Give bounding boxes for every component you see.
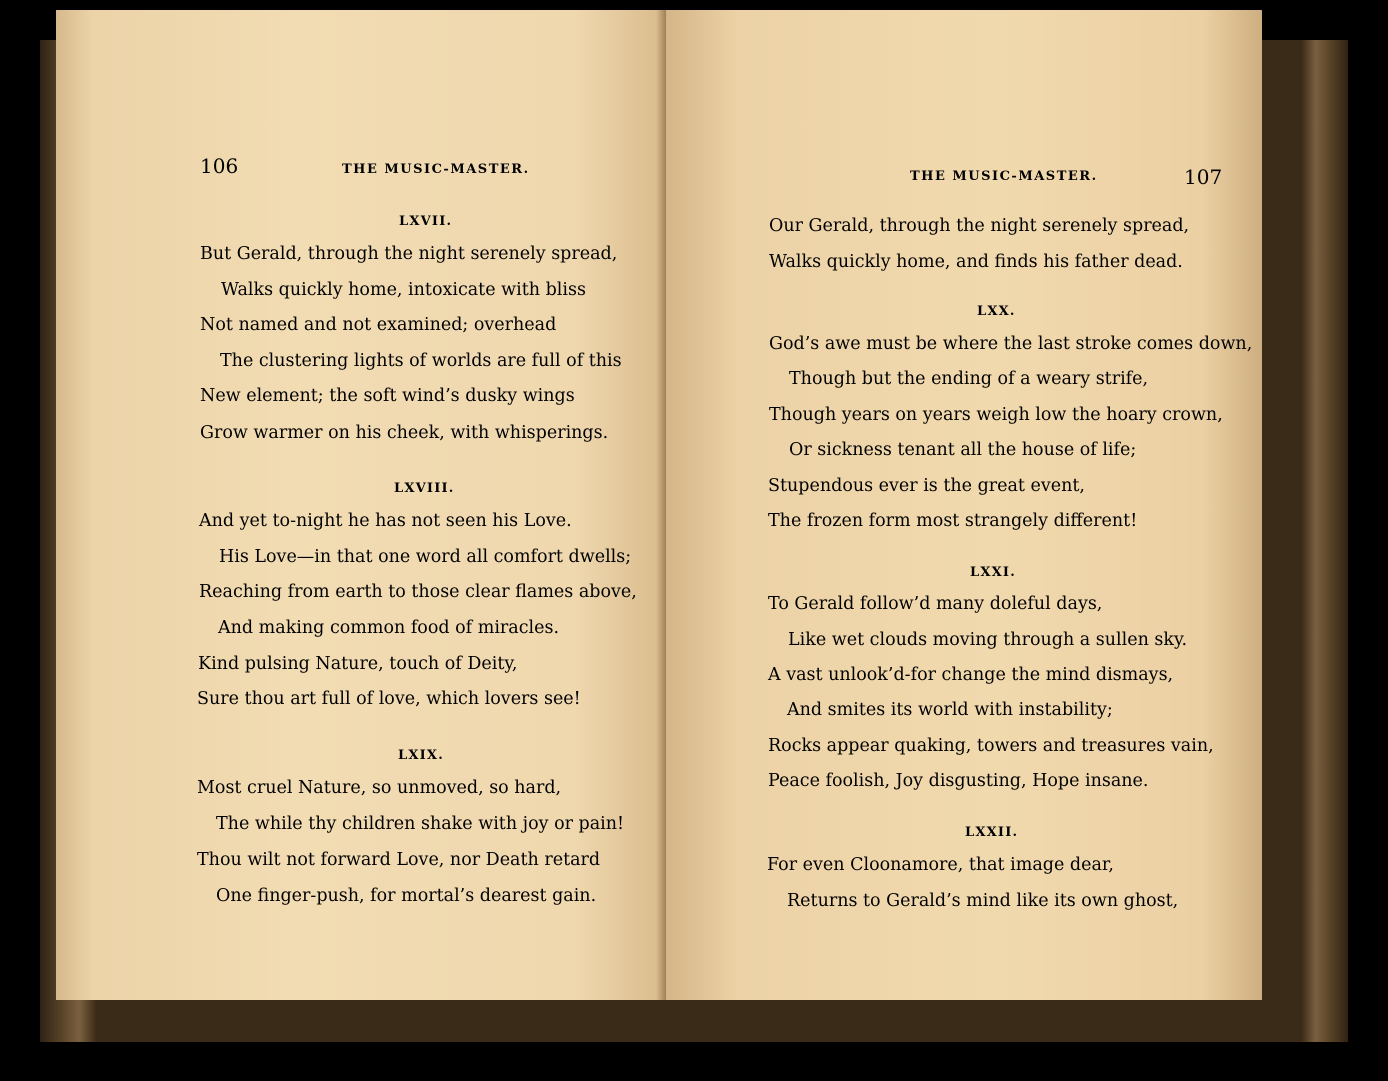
right-running-head: THE MUSIC-MASTER. — [910, 169, 1098, 184]
poem-line: Reaching from earth to those clear flames above, — [199, 582, 637, 602]
poem-line: But Gerald, through the night serenely spread, — [200, 244, 618, 264]
poem-line: His Love—in that one word all comfort dwells; — [219, 547, 632, 567]
stanza-numeral: LXVII. — [399, 214, 453, 229]
right-page — [666, 10, 1262, 1000]
poem-line: The while thy children shake with joy or pain! — [216, 814, 625, 834]
stanza-numeral: LXX. — [977, 304, 1016, 319]
poem-line: The clustering lights of worlds are full of this — [220, 351, 622, 371]
left-page-number: 106 — [200, 154, 239, 178]
poem-line: And yet to-night he has not seen his Love. — [199, 511, 572, 531]
poem-line: Stupendous ever is the great event, — [768, 476, 1085, 496]
poem-line: God’s awe must be where the last stroke comes down, — [769, 334, 1253, 354]
poem-line: Or sickness tenant all the house of life; — [789, 440, 1137, 460]
poem-line: New element; the soft wind’s dusky wings — [200, 386, 575, 406]
poem-line: Sure thou art full of love, which lovers see! — [197, 689, 581, 709]
poem-line: And smites its world with instability; — [787, 700, 1113, 720]
poem-line: Not named and not examined; overhead — [200, 315, 557, 335]
poem-line: Though years on years weigh low the hoary crown, — [769, 405, 1223, 425]
stanza-numeral: LXVIII. — [394, 481, 455, 496]
right-page-number: 107 — [1184, 165, 1223, 189]
poem-line: Rocks appear quaking, towers and treasures vain, — [768, 736, 1214, 756]
stanza-numeral: LXXI. — [970, 565, 1016, 580]
poem-line: Our Gerald, through the night serenely spread, — [769, 216, 1190, 236]
poem-line: For even Cloonamore, that image dear, — [767, 855, 1114, 875]
poem-line: Thou wilt not forward Love, nor Death retard — [197, 850, 601, 870]
poem-line: Like wet clouds moving through a sullen sky. — [788, 630, 1188, 650]
stanza-numeral: LXXII. — [965, 825, 1019, 840]
poem-line: A vast unlook’d-for change the mind dismays, — [768, 665, 1174, 685]
poem-line: Walks quickly home, intoxicate with bliss — [221, 280, 586, 300]
poem-line: And making common food of miracles. — [218, 618, 560, 638]
poem-line: Most cruel Nature, so unmoved, so hard, — [197, 778, 562, 798]
poem-line: Walks quickly home, and finds his father dead. — [769, 252, 1183, 272]
book-cover-edge-right — [1302, 40, 1348, 1042]
poem-line: Though but the ending of a weary strife, — [789, 369, 1149, 389]
left-running-head: THE MUSIC-MASTER. — [342, 162, 530, 177]
poem-line: The frozen form most strangely different! — [768, 511, 1138, 531]
poem-line: Returns to Gerald’s mind like its own ghost, — [787, 891, 1179, 911]
poem-line: Kind pulsing Nature, touch of Deity, — [198, 654, 518, 674]
poem-line: Grow warmer on his cheek, with whisperings. — [200, 423, 609, 443]
poem-line: One finger-push, for mortal’s dearest gain. — [216, 886, 597, 906]
stanza-numeral: LXIX. — [398, 748, 444, 763]
poem-line: Peace foolish, Joy disgusting, Hope insane. — [768, 771, 1149, 791]
poem-line: To Gerald follow’d many doleful days, — [768, 594, 1103, 614]
